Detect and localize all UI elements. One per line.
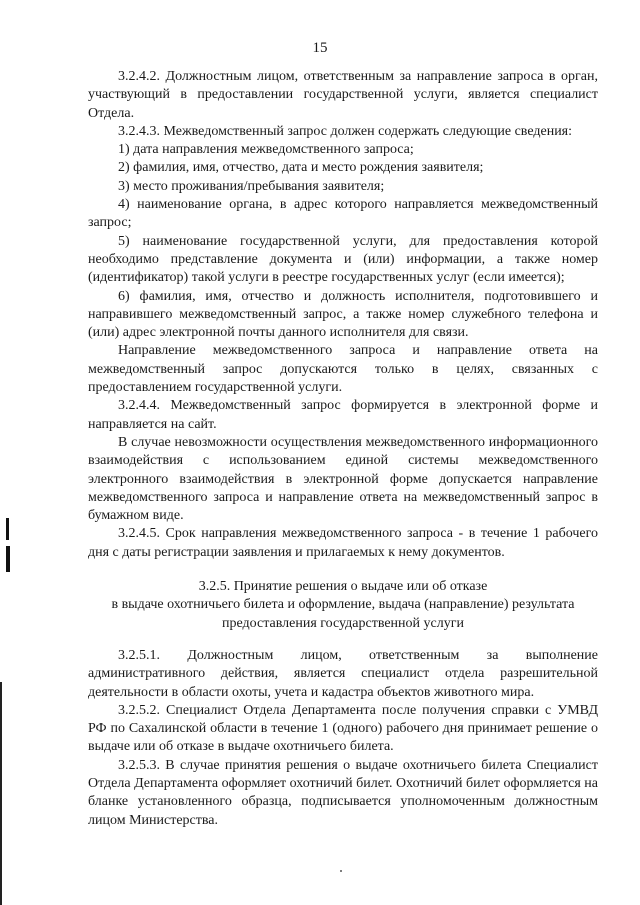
page-number: 15 [312,40,328,56]
paragraph-3-2-5-3: 3.2.5.3. В случае принятия решения о выдаче охотничьего билета Специалист Отдела Департамента оформляет охотничий билет. Охотничий билет оформляется на бланке установленного образца, подписывается уполномоченным должностным лицом Министерства. [88,757,598,828]
section-heading-line-3: предоставления государственной услуги [222,615,464,631]
section-heading-3-2-5 [88,578,598,633]
list-item-2: 2) фамилия, имя, отчество, дата и место рождения заявителя; [118,160,484,176]
section-heading-line-1: 3.2.5. Принятие решения о выдаче или об отказе [198,579,488,595]
list-item-3: 3) место проживания/пребывания заявителя; [118,178,385,194]
document-body [88,68,598,830]
scan-artifact-bottom [0,682,2,905]
paragraph-3-2-4-3: 3.2.4.3. Межведомственный запрос должен содержать следующие сведения: [118,123,573,139]
section-heading-line-2: в выдаче охотничьего билета и оформление, выдача (направление) результата [111,597,575,613]
paragraph-3-2-4-5: 3.2.4.5. Срок направления межведомственного запроса - в течение 1 рабочего дня с даты регистрации заявления и прилагаемых к нему документов. [88,526,598,560]
list-item-6: 6) фамилия, имя, отчество и должность исполнителя, подготовившего и направившего межведомственный запрос, а также номер служебного телефона и (или) адрес электронной почты данного исполнителя для связи. [88,288,598,341]
paragraph-direction: Направление межведомственного запроса и направление ответа на межведомственный запрос допускаются только в целях, связанных с предоставлением государственной услуги. [88,343,598,396]
paragraph-3-2-5-1: 3.2.5.1. Должностным лицом, ответственным за выполнение административного действия, является специалист отдела разрешительной деятельности в области охоты, учета и кадастра объектов животного мира. [88,647,598,700]
list-item-1: 1) дата направления межведомственного запроса; [118,142,414,158]
paragraph-3-2-4-2: 3.2.4.2. Должностным лицом, ответственным за направление запроса в орган, участвующий в предоставлении государственной услуги, является специалист Отдела. [88,69,598,121]
paragraph-impossible: В случае невозможности осуществления межведомственного информационного взаимодействия с использованием единой системы межведомственного электронного взаимодействия в электронной форме допускается направление межведомственного запроса и направление ответа на межведомственный запрос в бумажном виде. [88,434,598,524]
list-item-4: 4) наименование органа, в адрес которого направляется межведомственный запрос; [88,197,598,231]
list-item-5: 5) наименование государственной услуги, для предоставления которой необходимо представление документа и (или) информации, а также номер (идентификатор) такой услуги в реестре государственных услуг (если имеется); [88,233,598,286]
scan-artifact-middle [6,546,10,572]
scan-dot [340,870,342,872]
paragraph-3-2-4-4: 3.2.4.4. Межведомственный запрос формируется в электронной форме и направляется на сайт. [88,398,598,432]
scan-artifact-top [6,518,9,540]
paragraph-3-2-5-2: 3.2.5.2. Специалист Отдела Департамента после получения справки с УМВД РФ по Сахалинской области в течение 1 (одного) рабочего дня принимает решение о выдаче или об отказе в выдаче охотничьего билета. [88,702,598,755]
